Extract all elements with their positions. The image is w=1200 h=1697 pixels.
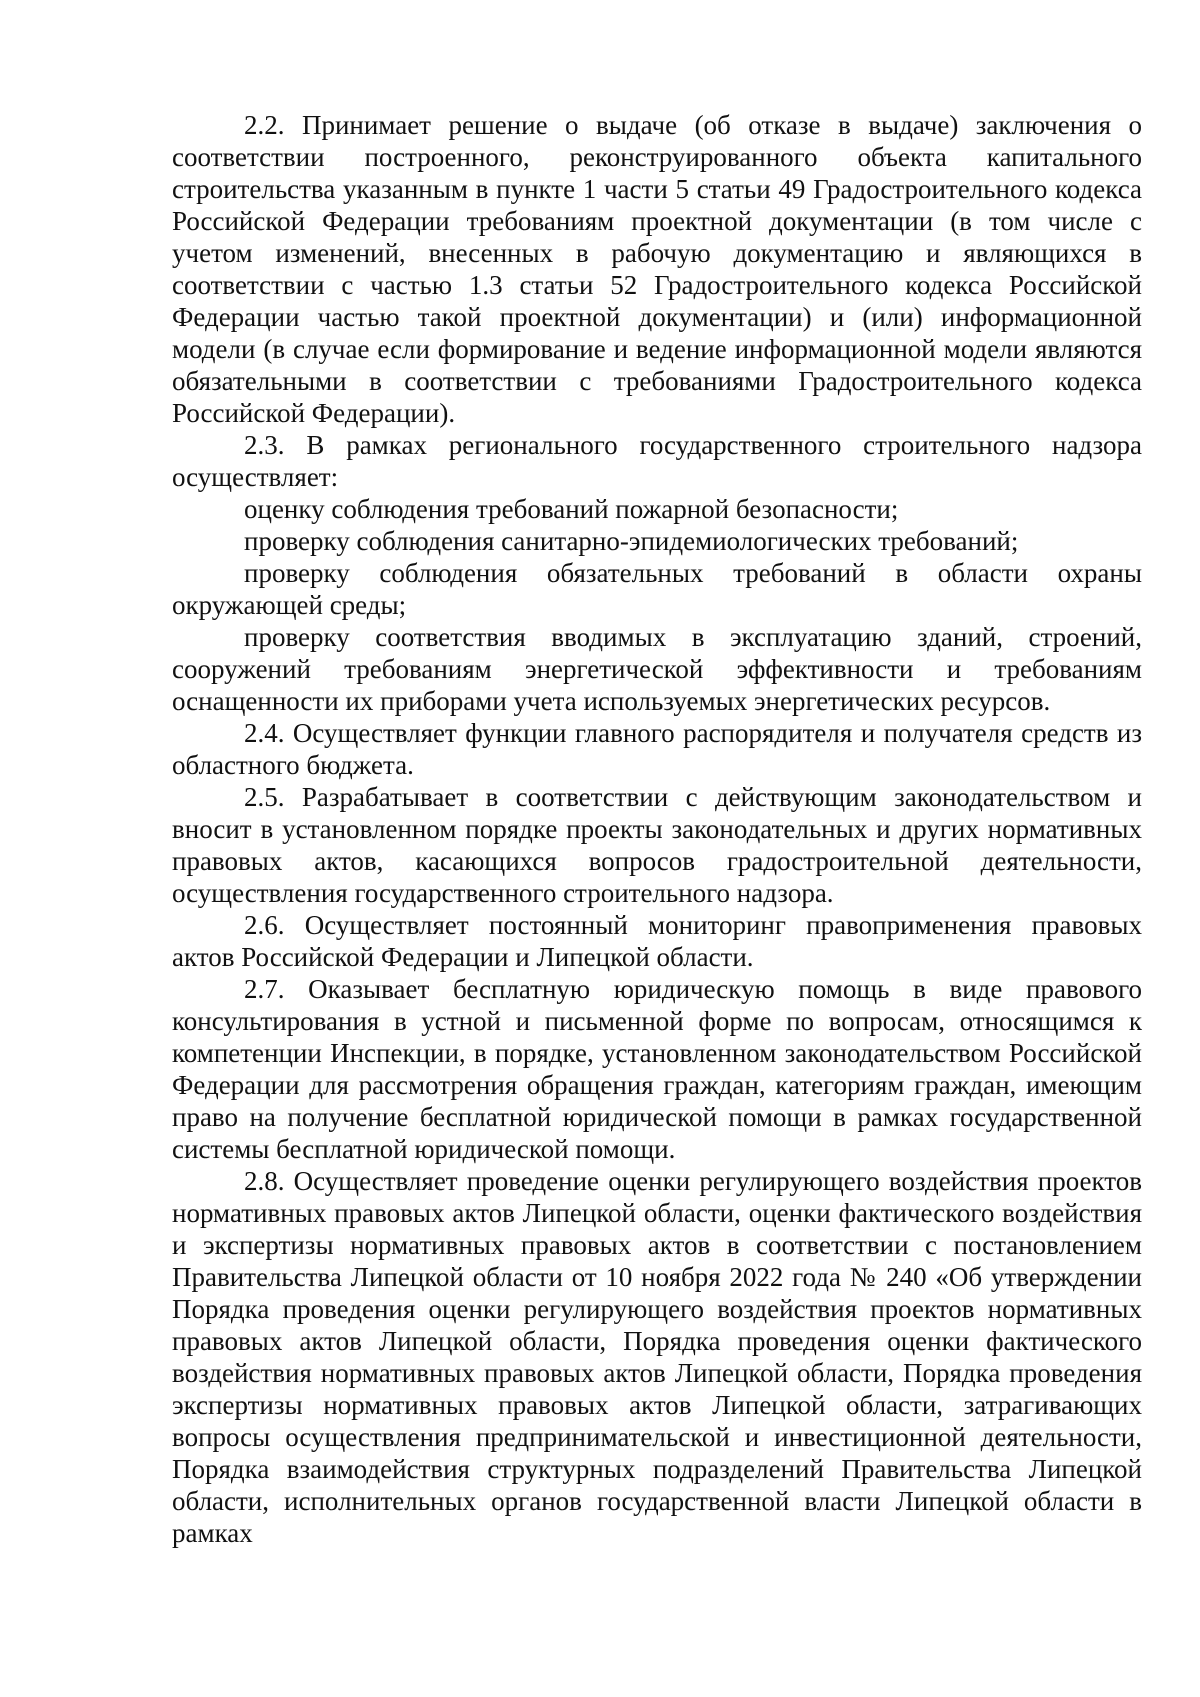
- paragraph-2-6: 2.6. Осуществляет постоянный мониторинг правоприменения правовых актов Российской Федерации и Липецкой области.: [172, 910, 1142, 972]
- paragraph-2-4: 2.4. Осуществляет функции главного распорядителя и получателя средств из областного бюджета.: [172, 718, 1142, 780]
- document-page: [172, 109, 1142, 1549]
- list-item-sanitary: проверку соблюдения санитарно-эпидемиологических требований;: [244, 526, 1019, 556]
- paragraph-2-7: 2.7. Оказывает бесплатную юридическую помощь в виде правового консультирования в устной и письменной форме по вопросам, относящимся к компетенции Инспекции, в порядке, установленном законодательством Российской Федерации для рассмотрения обращения граждан, категориям граждан, имеющим право на получение бесплатной юридической помощи в рамках государственной системы бесплатной юридической помощи.: [172, 974, 1142, 1164]
- list-item-fire-safety: оценку соблюдения требований пожарной безопасности;: [244, 494, 899, 524]
- paragraph-2-5: 2.5. Разрабатывает в соответствии с действующим законодательством и вносит в установленном порядке проекты законодательных и других нормативных правовых актов, касающихся вопросов градостроительной деятельности, осуществления государственного строительного надзора.: [172, 782, 1142, 908]
- paragraph-2-8: 2.8. Осуществляет проведение оценки регулирующего воздействия проектов нормативных правовых актов Липецкой области, оценки фактического воздействия и экспертизы нормативных правовых актов в соответствии с постановлением Правительства Липецкой области от 10 ноября 2022 года № 240 «Об утверждении Порядка проведения оценки регулирующего воздействия проектов нормативных правовых актов Липецкой области, Порядка проведения оценки фактического воздействия нормативных правовых актов Липецкой области, Порядка проведения экспертизы нормативных правовых актов Липецкой области, затрагивающих вопросы осуществления предпринимательской и инвестиционной деятельности, Порядка взаимодействия структурных подразделений Правительства Липецкой области, исполнительных органов государственной власти Липецкой области в рамках: [172, 1166, 1142, 1548]
- paragraph-2-3: 2.3. В рамках регионального государственного строительного надзора осуществляет:: [172, 430, 1142, 492]
- list-item-environment: проверку соблюдения обязательных требований в области охраны окружающей среды;: [172, 558, 1142, 620]
- list-item-energy-efficiency: проверку соответствия вводимых в эксплуатацию зданий, строений, сооружений требованиям энергетической эффективности и требованиям оснащенности их приборами учета используемых энергетических ресурсов.: [172, 622, 1142, 716]
- paragraph-2-2: 2.2. Принимает решение о выдаче (об отказе в выдаче) заключения о соответствии построенного, реконструированного объекта капитального строительства указанным в пункте 1 части 5 статьи 49 Градостроительного кодекса Российской Федерации требованиям проектной документации (в том числе с учетом изменений, внесенных в рабочую документацию и являющихся в соответствии с частью 1.3 статьи 52 Градостроительного кодекса Российской Федерации частью такой проектной документации) и (или) информационной модели (в случае если формирование и ведение информационной модели являются обязательными в соответствии с требованиями Градостроительного кодекса Российской Федерации).: [172, 110, 1142, 428]
